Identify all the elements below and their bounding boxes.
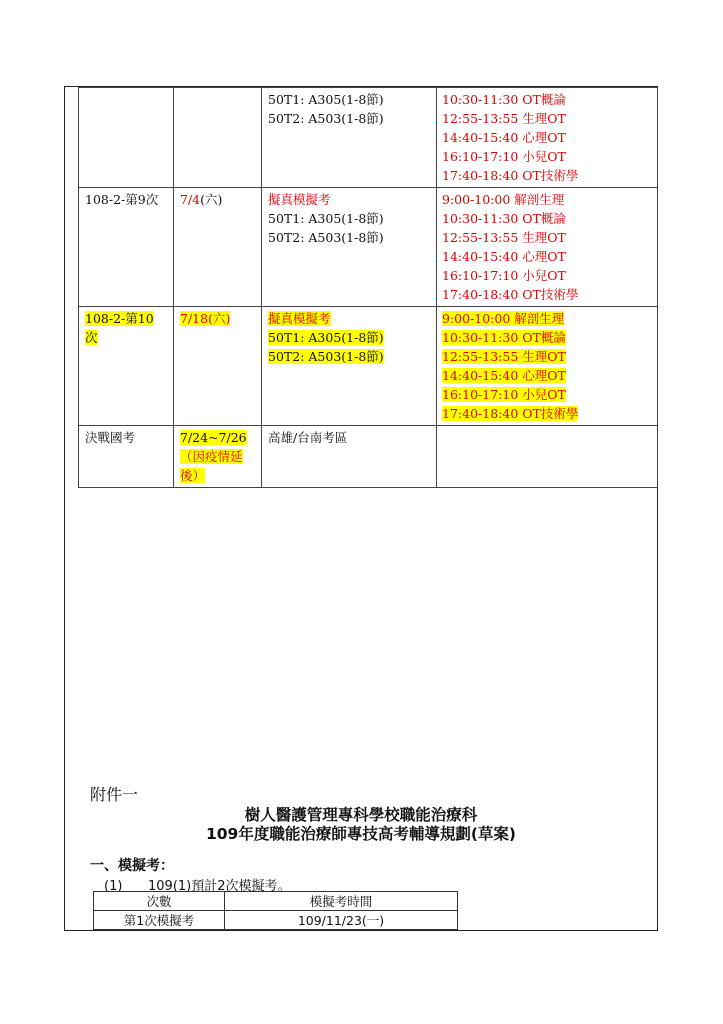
- room-line: 50T2: A503(1-8節): [268, 111, 384, 126]
- weekday-label: (六): [200, 192, 223, 207]
- room-line: 50T2: A503(1-8節): [268, 349, 384, 364]
- delay-note: 後）: [180, 468, 206, 483]
- time-slot: 9:00-10:00 解剖生理: [442, 192, 565, 207]
- time-cell: [437, 188, 658, 307]
- location-cell: [262, 307, 437, 426]
- date-cell: [174, 88, 262, 188]
- item-number: (1): [104, 879, 123, 894]
- time-cell: [437, 426, 658, 488]
- column-header: 模擬考時間: [225, 892, 458, 911]
- time-slot: 12:55-13:55 生理OT: [442, 230, 566, 245]
- exam-title: 擬真模擬考: [268, 311, 331, 326]
- time-slot: 17:40-18:40 OT技術學: [442, 168, 579, 183]
- schedule-table: [78, 87, 658, 488]
- table-row: [94, 911, 458, 930]
- session-cell: [79, 307, 174, 426]
- time-slot: 9:00-10:00 解剖生理: [442, 311, 565, 326]
- session-label: 108-2-第10: [85, 311, 154, 326]
- plan-title: 109年度職能治療師專技高考輔導規劃(草案): [205, 825, 517, 843]
- session-label: 108-2-第9次: [85, 192, 159, 207]
- table-cell: 109/11/23(一): [225, 911, 458, 930]
- time-slot: 12:55-13:55 生理OT: [442, 349, 566, 364]
- table-cell: 第1次模擬考: [94, 911, 225, 930]
- date-label: 7/24~7/26: [180, 430, 247, 445]
- time-slot: 16:10-17:10 小兒OT: [442, 268, 566, 283]
- time-slot: 17:40-18:40 OT技術學: [442, 406, 579, 421]
- time-slot: 10:30-11:30 OT概論: [442, 211, 566, 226]
- table-row: [79, 307, 658, 426]
- time-slot: 14:40-15:40 心理OT: [442, 368, 566, 383]
- session-cell: [79, 188, 174, 307]
- time-slot: 10:30-11:30 OT概論: [442, 330, 566, 345]
- date-cell: [174, 426, 262, 488]
- time-slot: 10:30-11:30 OT概論: [442, 92, 566, 107]
- table-row: [79, 426, 658, 488]
- delay-note: （因疫情延: [180, 449, 243, 464]
- room-line: 50T1: A305(1-8節): [268, 211, 384, 226]
- date-label: 7/4: [180, 192, 201, 207]
- session-label: 決戰國考: [85, 430, 136, 445]
- column-header: 次數: [94, 892, 225, 911]
- exam-table: [93, 891, 458, 930]
- date-label: 7/18(六): [180, 311, 231, 326]
- location-cell: [262, 88, 437, 188]
- section-heading: 一、模擬考：: [90, 858, 174, 874]
- time-slot: 17:40-18:40 OT技術學: [442, 287, 579, 302]
- date-cell: [174, 188, 262, 307]
- table-header-row: [94, 892, 458, 911]
- exam-region: 高雄/台南考區: [268, 430, 348, 445]
- time-slot: 12:55-13:55 生理OT: [442, 111, 566, 126]
- time-slot: 14:40-15:40 心理OT: [442, 130, 566, 145]
- table-row: [79, 88, 658, 188]
- location-cell: [262, 188, 437, 307]
- session-label: 次: [85, 330, 98, 345]
- table-row: [79, 188, 658, 307]
- time-cell: [437, 307, 658, 426]
- session-cell: [79, 426, 174, 488]
- session-cell: [79, 88, 174, 188]
- annex-label: 附件一: [90, 785, 139, 804]
- time-cell: [437, 88, 658, 188]
- room-line: 50T2: A503(1-8節): [268, 230, 384, 245]
- time-slot: 16:10-17:10 小兒OT: [442, 387, 566, 402]
- date-cell: [174, 307, 262, 426]
- item-text: 109(1)預計2次模擬考。: [148, 879, 291, 894]
- location-cell: [262, 426, 437, 488]
- school-title: 樹人醫護管理專科學校職能治療科: [244, 806, 478, 824]
- time-slot: 14:40-15:40 心理OT: [442, 249, 566, 264]
- room-line: 50T1: A305(1-8節): [268, 330, 384, 345]
- exam-title: 擬真模擬考: [268, 192, 331, 207]
- time-slot: 16:10-17:10 小兒OT: [442, 149, 566, 164]
- room-line: 50T1: A305(1-8節): [268, 92, 384, 107]
